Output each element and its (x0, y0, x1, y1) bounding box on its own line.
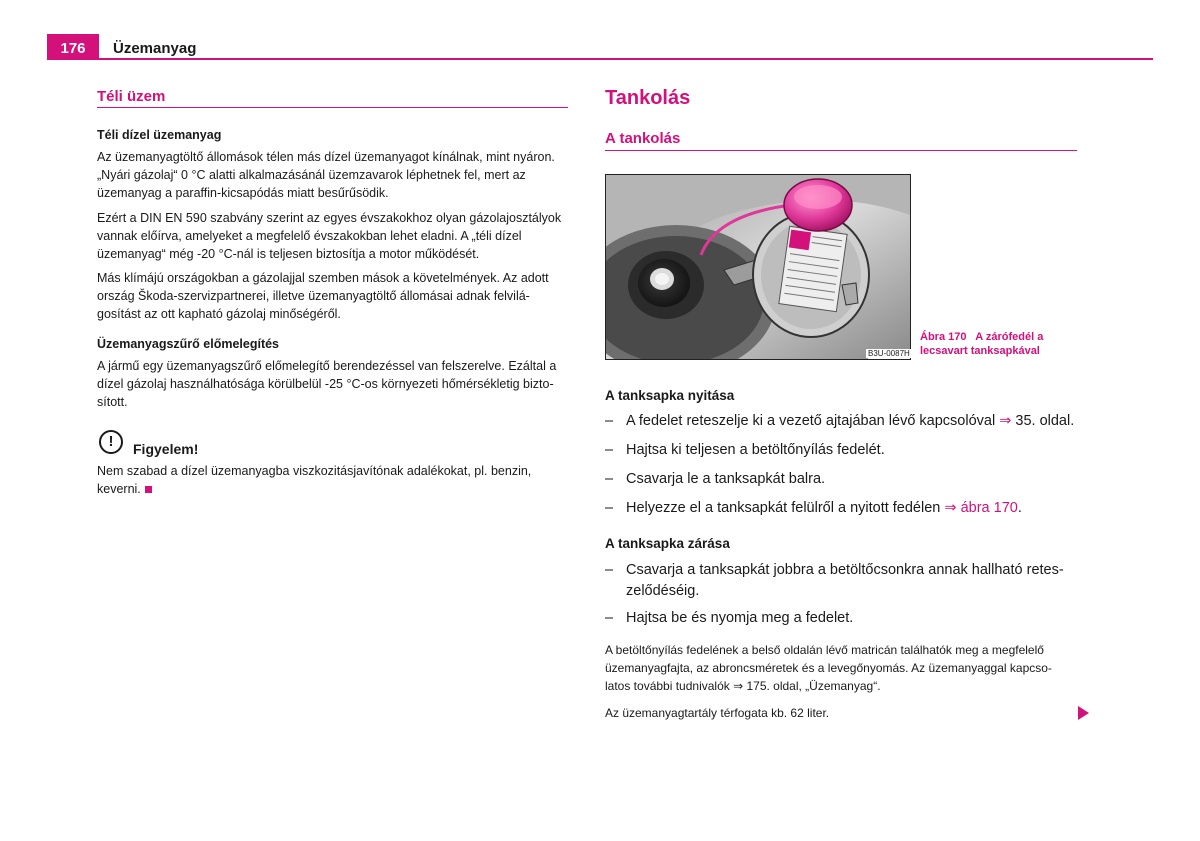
open-step-2 (605, 440, 1085, 461)
page-heading-refueling: Tankolás (605, 87, 691, 109)
list-dash: – (605, 413, 614, 429)
paragraph-line: dízel gázolaj használhatósága körülbelül -25 °C-os környezeti hőmérsékletig bizto- (97, 377, 554, 391)
header-rule (47, 58, 1153, 60)
fuel-flap-figure (605, 174, 911, 360)
figure-reference-link[interactable]: ⇒ ábra 170 (944, 500, 1018, 516)
section-rule-left (97, 107, 568, 108)
warning-text (97, 462, 572, 498)
chapter-title: Üzemanyag (113, 40, 197, 57)
section-rule-right (605, 150, 1077, 151)
note-tank-volume (605, 704, 829, 722)
figure-caption (920, 330, 1043, 358)
figure-caption-line2: lecsavart tanksapkával (920, 345, 1040, 357)
paragraph-line: sított. (97, 395, 128, 409)
step-text: Csavarja a tanksapkát jobbra a betöltőcsonkra annak hallható retes- (626, 562, 1064, 578)
paragraph-line: Az üzemanyagtartály térfogata kb. 62 liter. (605, 706, 830, 720)
open-step-1 (605, 411, 1085, 432)
list-dash: – (605, 471, 614, 487)
paragraph-2 (97, 209, 572, 263)
end-of-section-square-icon (145, 486, 152, 493)
subheading-winter-diesel: Téli dízel üzemanyag (97, 128, 222, 142)
continue-arrow-icon[interactable] (1078, 706, 1089, 720)
figure-code: B3U-0087H (868, 349, 910, 358)
open-step-3 (605, 469, 1085, 490)
close-step-2 (605, 608, 1085, 629)
fuel-flap-illustration (606, 175, 910, 359)
paragraph-4 (97, 357, 572, 411)
section-heading-winter: Téli üzem (97, 88, 166, 105)
paragraph-line: keverni. (97, 480, 572, 498)
step-text: A fedelet reteszelje ki a vezető ajtajában lévő kapcsolóval ⇒ 35. oldal. (626, 413, 1075, 429)
subheading-filter-preheat: Üzemanyagszűrő előmelegítés (97, 337, 280, 351)
open-step-4 (605, 498, 1085, 519)
page-number: 176 (60, 40, 86, 57)
figure-caption-line1: A zárófedél a (975, 331, 1044, 343)
list-dash: – (605, 562, 614, 578)
warning-icon: ! (99, 430, 123, 454)
paragraph-line: ország Škoda-szervizpartnerei, illetve üzemanyagtöltő állomásai adnak felvilá- (97, 289, 530, 303)
step-text: Hajtsa ki teljesen a betöltőnyílás fedelét. (626, 442, 885, 458)
cross-reference-arrow-icon: ⇒ (999, 413, 1012, 429)
paragraph-line: Az üzemanyagtöltő állomások télen más dízel üzemanyagot kínálnak, mint nyáron. (97, 150, 555, 164)
paragraph-line: Nem szabad a dízel üzemanyagba viszkozitásjavítónak adalékokat, pl. benzin, (97, 464, 532, 478)
close-step-1 (605, 560, 1085, 602)
step-text: Helyezze el a tanksapkát felülről a nyitott fedélen ⇒ ábra 170. (626, 500, 1022, 516)
list-dash: – (605, 500, 614, 516)
paragraph-line: A betöltőnyílás fedelének a belső oldalán lévő matricán találhatók meg a megfelelő (605, 643, 1044, 657)
step-text: zelődéséig. (626, 583, 700, 599)
paragraph-1 (97, 148, 572, 202)
paragraph-line: üzemanyagfajta, az abroncsméretek és a levegőnyomás. Az üzemanyaggal kapcso- (605, 661, 1052, 675)
subheading-cap-closing: A tanksapka zárása (605, 536, 730, 551)
warning-title: Figyelem! (133, 441, 199, 457)
paragraph-line: gosítást az ott kapható gázolaj minőségéről. (97, 307, 341, 321)
paragraph-line: „Nyári gázolaj“ 0 °C alatti alkalmazásánál üzemzavarok léphetnek fel, mert az (97, 168, 526, 182)
subheading-cap-opening: A tanksapka nyitása (605, 388, 735, 403)
section-heading-refueling: A tankolás (605, 130, 681, 147)
step-text: Hajtsa be és nyomja meg a fedelet. (626, 610, 854, 626)
paragraph-line: vannak előírva, amelyeket a megfelelő évszakokban lehet eladni. A „téli dízel (97, 229, 522, 243)
paragraph-line: Ezért a DIN EN 590 szabvány szerint az egyes évszakokhoz olyan gázolajosztályok (97, 211, 562, 225)
paragraph-line: Más klímájú országokban a gázolajjal szemben mások a követelmények. Az adott (97, 271, 549, 285)
note-tyre-info (605, 641, 1052, 695)
paragraph-line: latos további tudnivalók ⇒ 175. oldal, „Üzemanyag“. (605, 679, 881, 693)
paragraph-line: A jármű egy üzemanyagszűrő előmelegítő berendezéssel van felszerelve. Ezáltal a (97, 359, 557, 373)
step-text: Csavarja le a tanksapkát balra. (626, 471, 826, 487)
paragraph-line: üzemanyag“ még -20 °C-nál is teljesen biztosítja a motor működését. (97, 247, 480, 261)
paragraph-3 (97, 269, 572, 323)
list-dash: – (605, 442, 614, 458)
cross-reference-arrow-icon: ⇒ (944, 500, 957, 516)
list-dash: – (605, 610, 614, 626)
paragraph-line: üzemanyag a paraffin-kicsapódás miatt besűrűsödik. (97, 186, 389, 200)
figure-caption-label: Ábra 170 (920, 331, 967, 343)
